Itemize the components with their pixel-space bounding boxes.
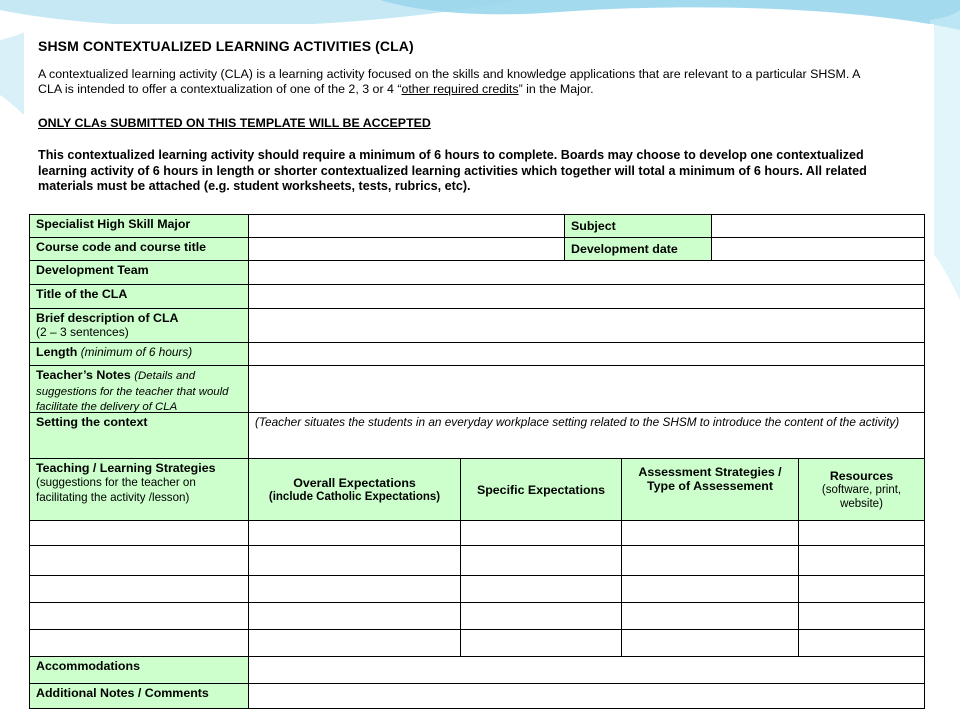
overall-expectations-hint: (include Catholic Expectations) — [268, 490, 441, 503]
document-title: SHSM CONTEXTUALIZED LEARNING ACTIVITIES (CLA) — [38, 38, 414, 54]
length-label — [30, 343, 249, 366]
development-team-label: Development Team — [30, 261, 249, 285]
other-required-credits-term: other required credits — [401, 82, 519, 96]
assessment-cell[interactable] — [622, 546, 799, 576]
specific-expectations-header: Specific Expectations — [461, 459, 622, 521]
overall-expectations-cell[interactable] — [249, 630, 461, 657]
resources-cell[interactable] — [799, 576, 924, 603]
brief-description-hint: (2 – 3 sentences) — [36, 325, 129, 339]
resources-cell[interactable] — [799, 603, 924, 630]
length-title: Length — [36, 345, 78, 359]
subject-label: Subject — [565, 215, 712, 238]
assessment-cell[interactable] — [622, 576, 799, 603]
assessment-cell[interactable] — [622, 521, 799, 546]
resources-title: Resources — [829, 468, 894, 483]
template-notice: ONLY CLAs SUBMITTED ON THIS TEMPLATE WILL BE ACCEPTED — [38, 116, 431, 130]
subject-field[interactable] — [712, 215, 924, 238]
length-field[interactable] — [249, 343, 924, 366]
resources-header — [799, 459, 924, 521]
resources-cell[interactable] — [799, 630, 924, 657]
overall-expectations-title: Overall Expectations — [293, 475, 416, 490]
specific-expectations-cell[interactable] — [461, 521, 622, 546]
assessment-cell[interactable] — [622, 603, 799, 630]
teachers-notes-title: Teacher’s Notes — [36, 368, 131, 382]
requirement-paragraph: This contextualized learning activity should require a minimum of 6 hours to complete. Boards may choose to develop one contextualized learning activity of 6 hours in length or shorter contextualized learning activities which together will total a minimum of 6 hours. All related materials must be attached (e.g. student worksheets, tests, rubrics, etc). — [38, 148, 867, 193]
cla-title-label: Title of the CLA — [30, 285, 249, 309]
specific-expectations-cell[interactable] — [461, 546, 622, 576]
intro-paragraph — [38, 67, 878, 97]
teaching-strategies-hint: (suggestions for the teacher on facilitating the activity /lesson) — [36, 476, 196, 504]
setting-context-label: Setting the context — [30, 413, 249, 459]
resources-cell[interactable] — [799, 546, 924, 576]
strategy-cell[interactable] — [30, 521, 249, 546]
specialist-major-label: Specialist High Skill Major — [30, 215, 249, 238]
teachers-notes-label — [30, 366, 249, 413]
brief-description-title: Brief description of CLA — [36, 311, 179, 325]
assessment-strategies-header: Assessment Strategies / Type of Assessement — [622, 459, 799, 521]
overall-expectations-header — [249, 459, 461, 521]
brief-description-label — [30, 309, 249, 343]
resources-hint: (software, print, website) — [821, 483, 902, 510]
assessment-cell[interactable] — [622, 630, 799, 657]
brief-description-field[interactable] — [249, 309, 924, 343]
cla-form-table — [29, 214, 925, 709]
accommodations-field[interactable] — [249, 657, 924, 684]
specific-expectations-cell[interactable] — [461, 603, 622, 630]
strategy-cell[interactable] — [30, 576, 249, 603]
specific-expectations-cell[interactable] — [461, 630, 622, 657]
overall-expectations-cell[interactable] — [249, 546, 461, 576]
additional-notes-label: Additional Notes / Comments — [30, 684, 249, 708]
length-hint: (minimum of 6 hours) — [80, 345, 193, 359]
accommodations-label: Accommodations — [30, 657, 249, 684]
intro-text-end: ” in the Major. — [518, 82, 594, 96]
strategy-cell[interactable] — [30, 546, 249, 576]
teachers-notes-field[interactable] — [249, 366, 924, 413]
strategy-cell[interactable] — [30, 603, 249, 630]
development-date-field[interactable] — [712, 238, 924, 261]
development-date-label: Development date — [565, 238, 712, 261]
development-team-field[interactable] — [249, 261, 924, 285]
additional-notes-field[interactable] — [249, 684, 924, 708]
overall-expectations-cell[interactable] — [249, 576, 461, 603]
teachers-notes-hint: (Details and suggestions for the teacher that would facilitate the delivery of CLA — [36, 370, 229, 413]
cla-title-field[interactable] — [249, 285, 924, 309]
resources-cell[interactable] — [799, 521, 924, 546]
strategy-cell[interactable] — [30, 630, 249, 657]
overall-expectations-cell[interactable] — [249, 521, 461, 546]
teaching-strategies-title: Teaching / Learning Strategies — [36, 461, 216, 475]
specific-expectations-cell[interactable] — [461, 576, 622, 603]
overall-expectations-cell[interactable] — [249, 603, 461, 630]
intro-text-start: A contextualized learning activity (CLA) is a learning activity focused on the skills and knowledge applications that are relevant to a particular SHSM. A CLA is intended to offer a contextualization of one of the 2, 3 or 4 “ — [38, 67, 860, 96]
specialist-major-field[interactable] — [249, 215, 565, 238]
course-code-title-field[interactable] — [249, 238, 565, 261]
cla-template-page — [24, 24, 934, 720]
teaching-strategies-label — [30, 459, 249, 521]
setting-context-field[interactable]: (Teacher situates the students in an everyday workplace setting related to the SHSM to introduce the content of the activity) — [249, 413, 924, 459]
course-code-title-label: Course code and course title — [30, 238, 249, 261]
